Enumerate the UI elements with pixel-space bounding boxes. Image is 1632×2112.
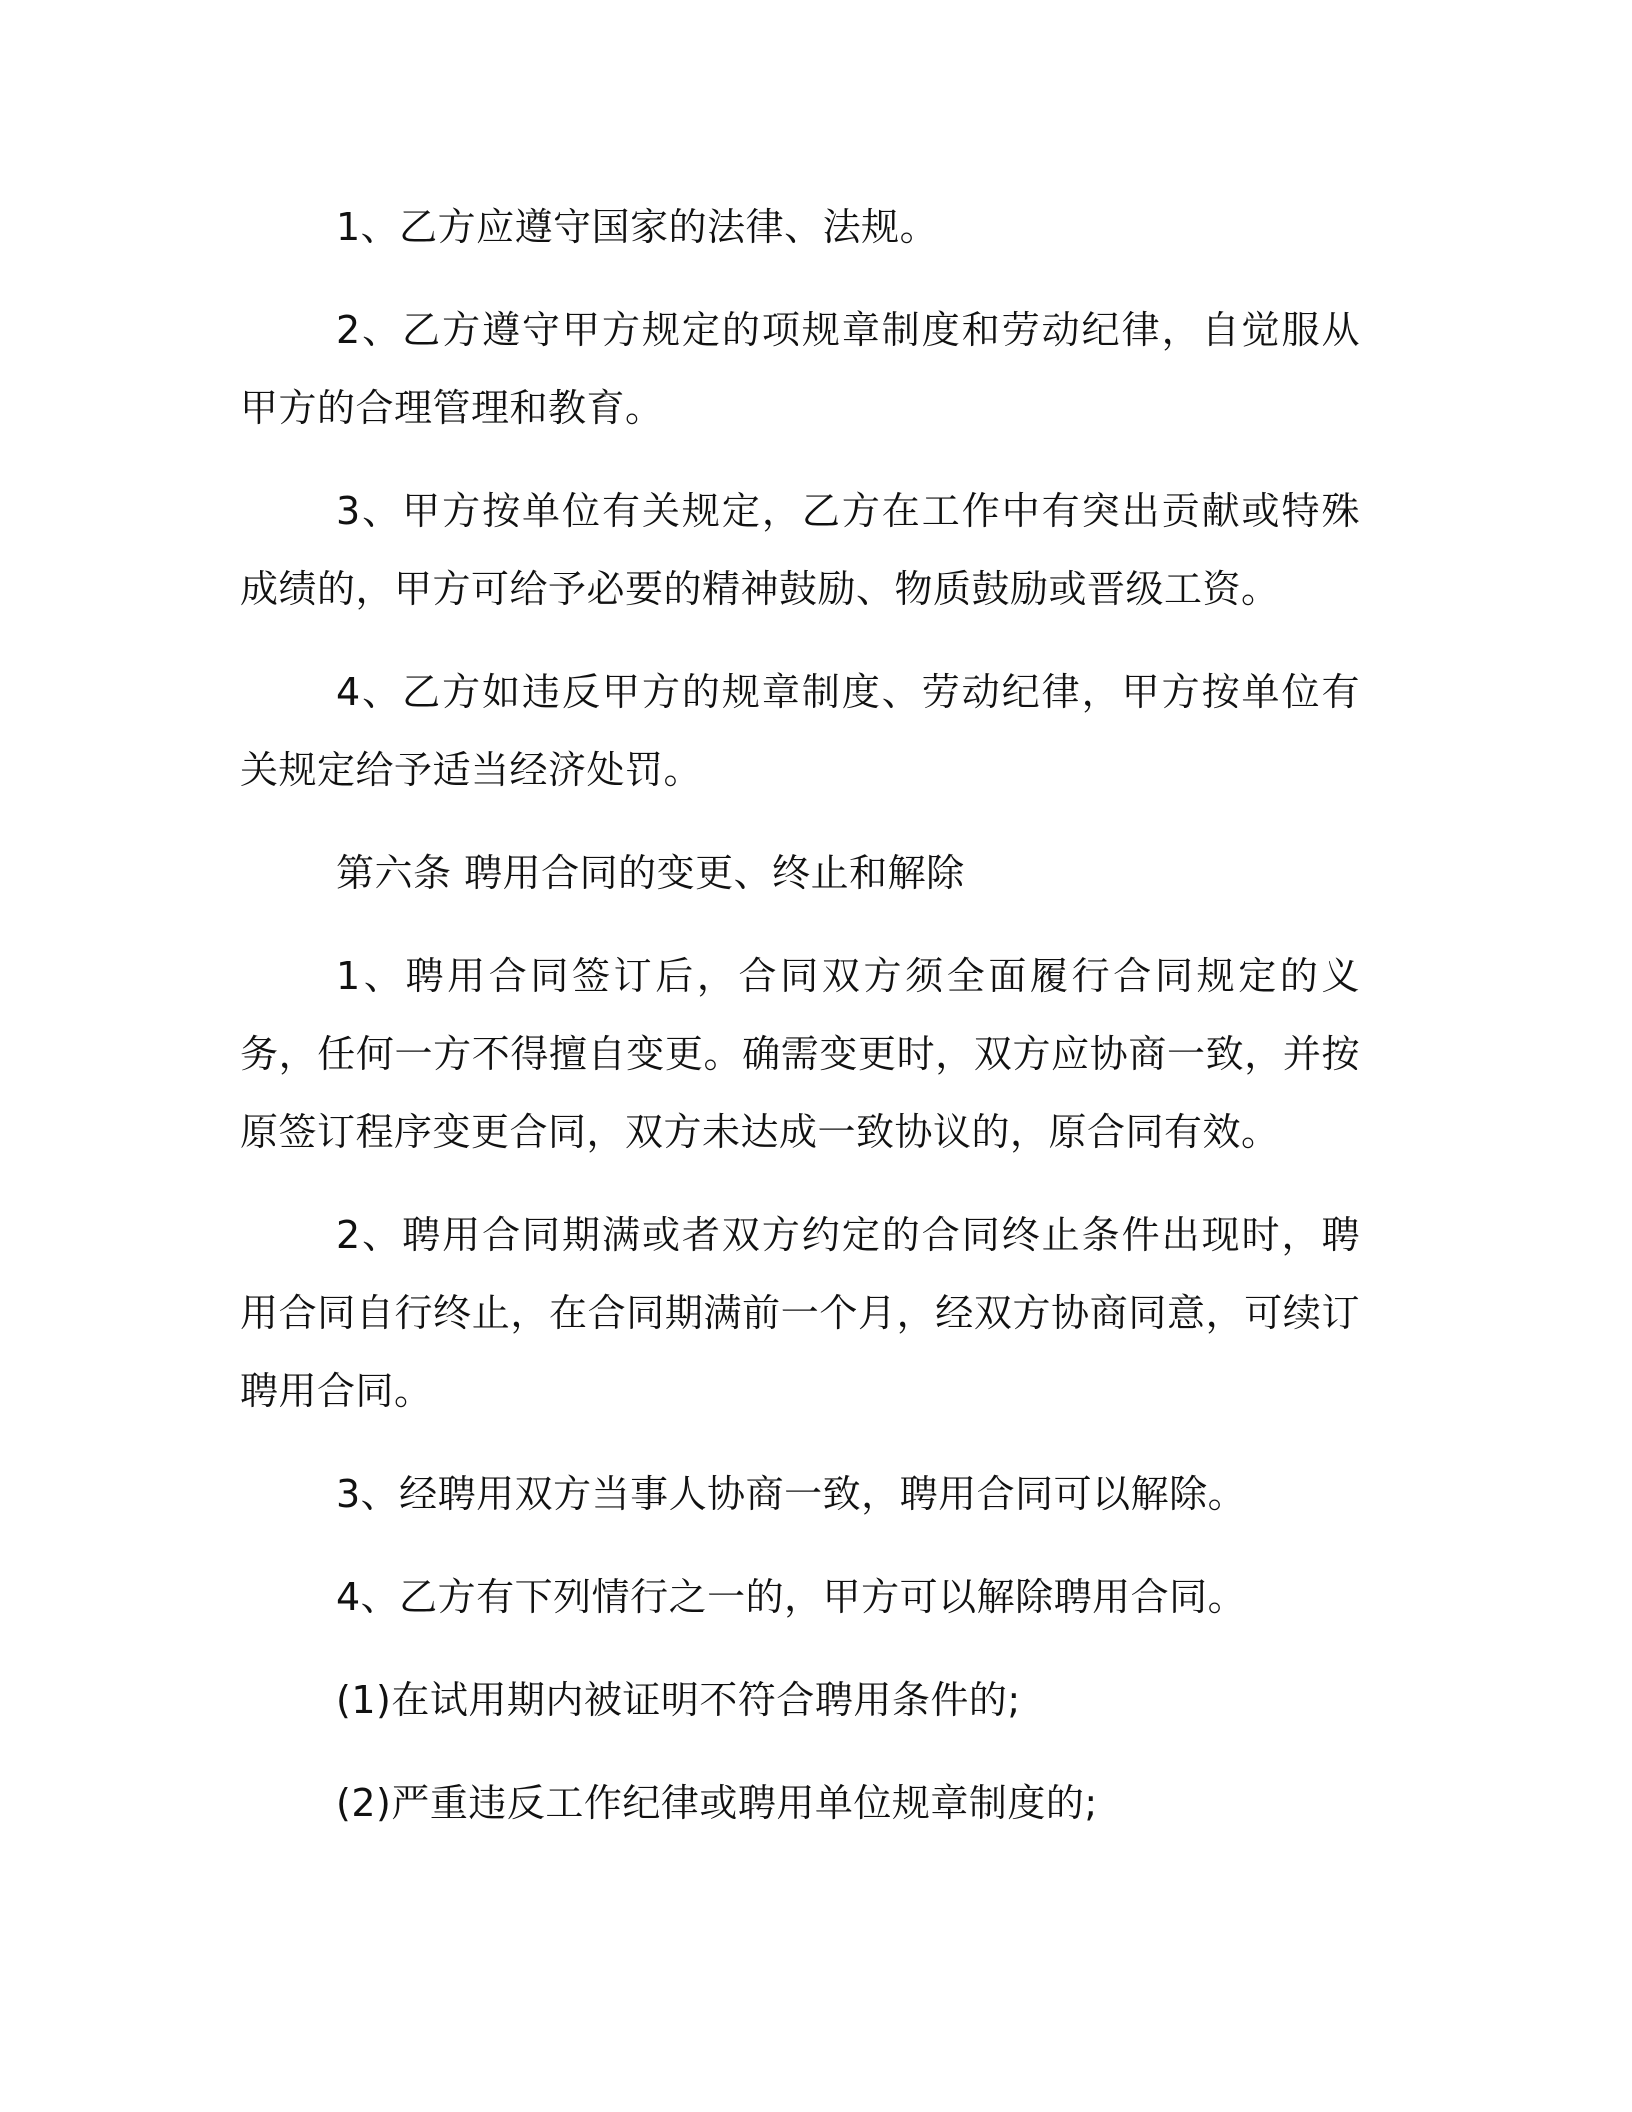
section-heading: 第六条 聘用合同的变更、终止和解除 — [336, 851, 965, 895]
clause-paragraph: 4、乙方如违反甲方的规章制度、劳动纪律，甲方按单位有关规定给予适当经济处罚。 — [240, 670, 1360, 792]
clause-paragraph: 3、甲方按单位有关规定，乙方在工作中有突出贡献或特殊成绩的，甲方可给予必要的精神鼓励、物质鼓励或晋级工资。 — [240, 489, 1360, 611]
clause-paragraph: 4、乙方有下列情行之一的，甲方可以解除聘用合同。 — [336, 1575, 1247, 1619]
list-item: (1)在试用期内被证明不符合聘用条件的; — [336, 1678, 1021, 1722]
clause-paragraph: 3、经聘用双方当事人协商一致，聘用合同可以解除。 — [336, 1472, 1247, 1516]
clause-paragraph: 1、乙方应遵守国家的法律、法规。 — [336, 205, 939, 249]
clause-paragraph: 2、乙方遵守甲方规定的项规章制度和劳动纪律，自觉服从甲方的合理管理和教育。 — [240, 308, 1360, 430]
clause-paragraph: 1、聘用合同签订后，合同双方须全面履行合同规定的义务，任何一方不得擅自变更。确需变更时，双方应协商一致，并按原签订程序变更合同，双方未达成一致协议的，原合同有效。 — [240, 954, 1360, 1154]
list-item: (2)严重违反工作纪律或聘用单位规章制度的; — [336, 1781, 1098, 1825]
document-body — [240, 188, 1360, 1867]
clause-paragraph: 2、聘用合同期满或者双方约定的合同终止条件出现时，聘用合同自行终止，在合同期满前一个月，经双方协商同意，可续订聘用合同。 — [240, 1213, 1360, 1413]
